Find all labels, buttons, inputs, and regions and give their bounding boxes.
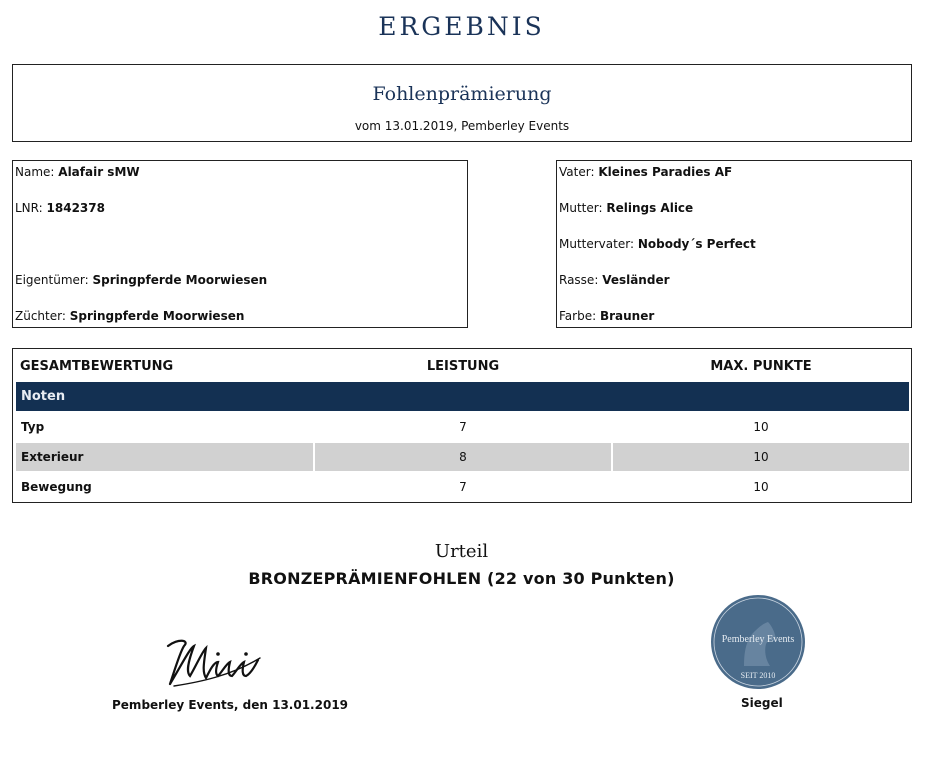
row-max: 10 [753,480,769,494]
svg-text:Pemberley Events: Pemberley Events [721,634,795,645]
foal-breeder-value: Springpferde Moorwiesen [69,309,245,323]
row-label: Bewegung [21,480,92,494]
foal-name-value: Alafair sMW [58,165,140,179]
breed-value: Vesländer [602,273,670,287]
row-label: Exterieur [16,443,313,471]
seal-label: Siegel [741,696,783,710]
foal-owner-value: Springpferde Moorwiesen [92,273,268,287]
foal-name-label: Name: [15,165,55,179]
section-header-notes [16,382,909,411]
dam-row [559,201,693,215]
verdict-label: Urteil [434,541,489,562]
header-max-points: MAX. PUNKTE [710,359,812,374]
row-score: 7 [459,420,467,434]
sire-label: Vater: [559,165,595,179]
foal-info-box [12,160,468,328]
damsire-label: Muttervater: [559,237,634,251]
row-max: 10 [613,443,909,471]
row-score: 8 [315,443,611,471]
page-title: ERGEBNIS [378,12,545,41]
foal-lnr-value: 1842378 [46,201,105,215]
foal-lnr-row [15,201,105,215]
header-score: LEISTUNG [426,359,500,374]
foal-lnr-label: LNR: [15,201,43,215]
row-score: 7 [459,480,467,494]
verdict-text: BRONZEPRÄMIENFOHLEN (22 von 30 Punkten) [248,569,675,588]
breed-row [559,273,670,287]
color-value: Brauner [599,309,655,323]
event-box [12,64,912,142]
signature-place-date: Pemberley Events, den 13.01.2019 [112,698,349,712]
color-row [559,309,654,323]
dam-label: Mutter: [559,201,603,215]
svg-text:SEIT 2010: SEIT 2010 [740,671,776,680]
damsire-value: Nobody´s Perfect [637,237,756,251]
event-subtitle: vom 13.01.2019, Pemberley Events [354,119,570,133]
table-row [16,413,909,441]
foal-name-row [15,165,140,179]
foal-owner-row [15,273,267,287]
color-label: Farbe: [559,309,597,323]
damsire-row [559,237,756,251]
row-label: Typ [21,420,45,434]
foal-breeder-label: Züchter: [15,309,66,323]
event-name: Fohlenprämierung [372,83,552,105]
section-label: Noten [21,389,66,404]
foal-breeder-row [15,309,244,323]
seal-emblem [710,594,806,690]
header-overall: GESAMTBEWERTUNG [20,359,174,374]
table-row [16,443,909,471]
row-max: 10 [753,420,769,434]
signature-image [160,632,270,692]
dam-value: Relings Alice [606,201,694,215]
sire-row [559,165,732,179]
pedigree-info-box [556,160,912,328]
table-row [16,473,909,501]
scores-table [12,348,912,503]
breed-label: Rasse: [559,273,599,287]
foal-owner-label: Eigentümer: [15,273,89,287]
sire-value: Kleines Paradies AF [598,165,733,179]
